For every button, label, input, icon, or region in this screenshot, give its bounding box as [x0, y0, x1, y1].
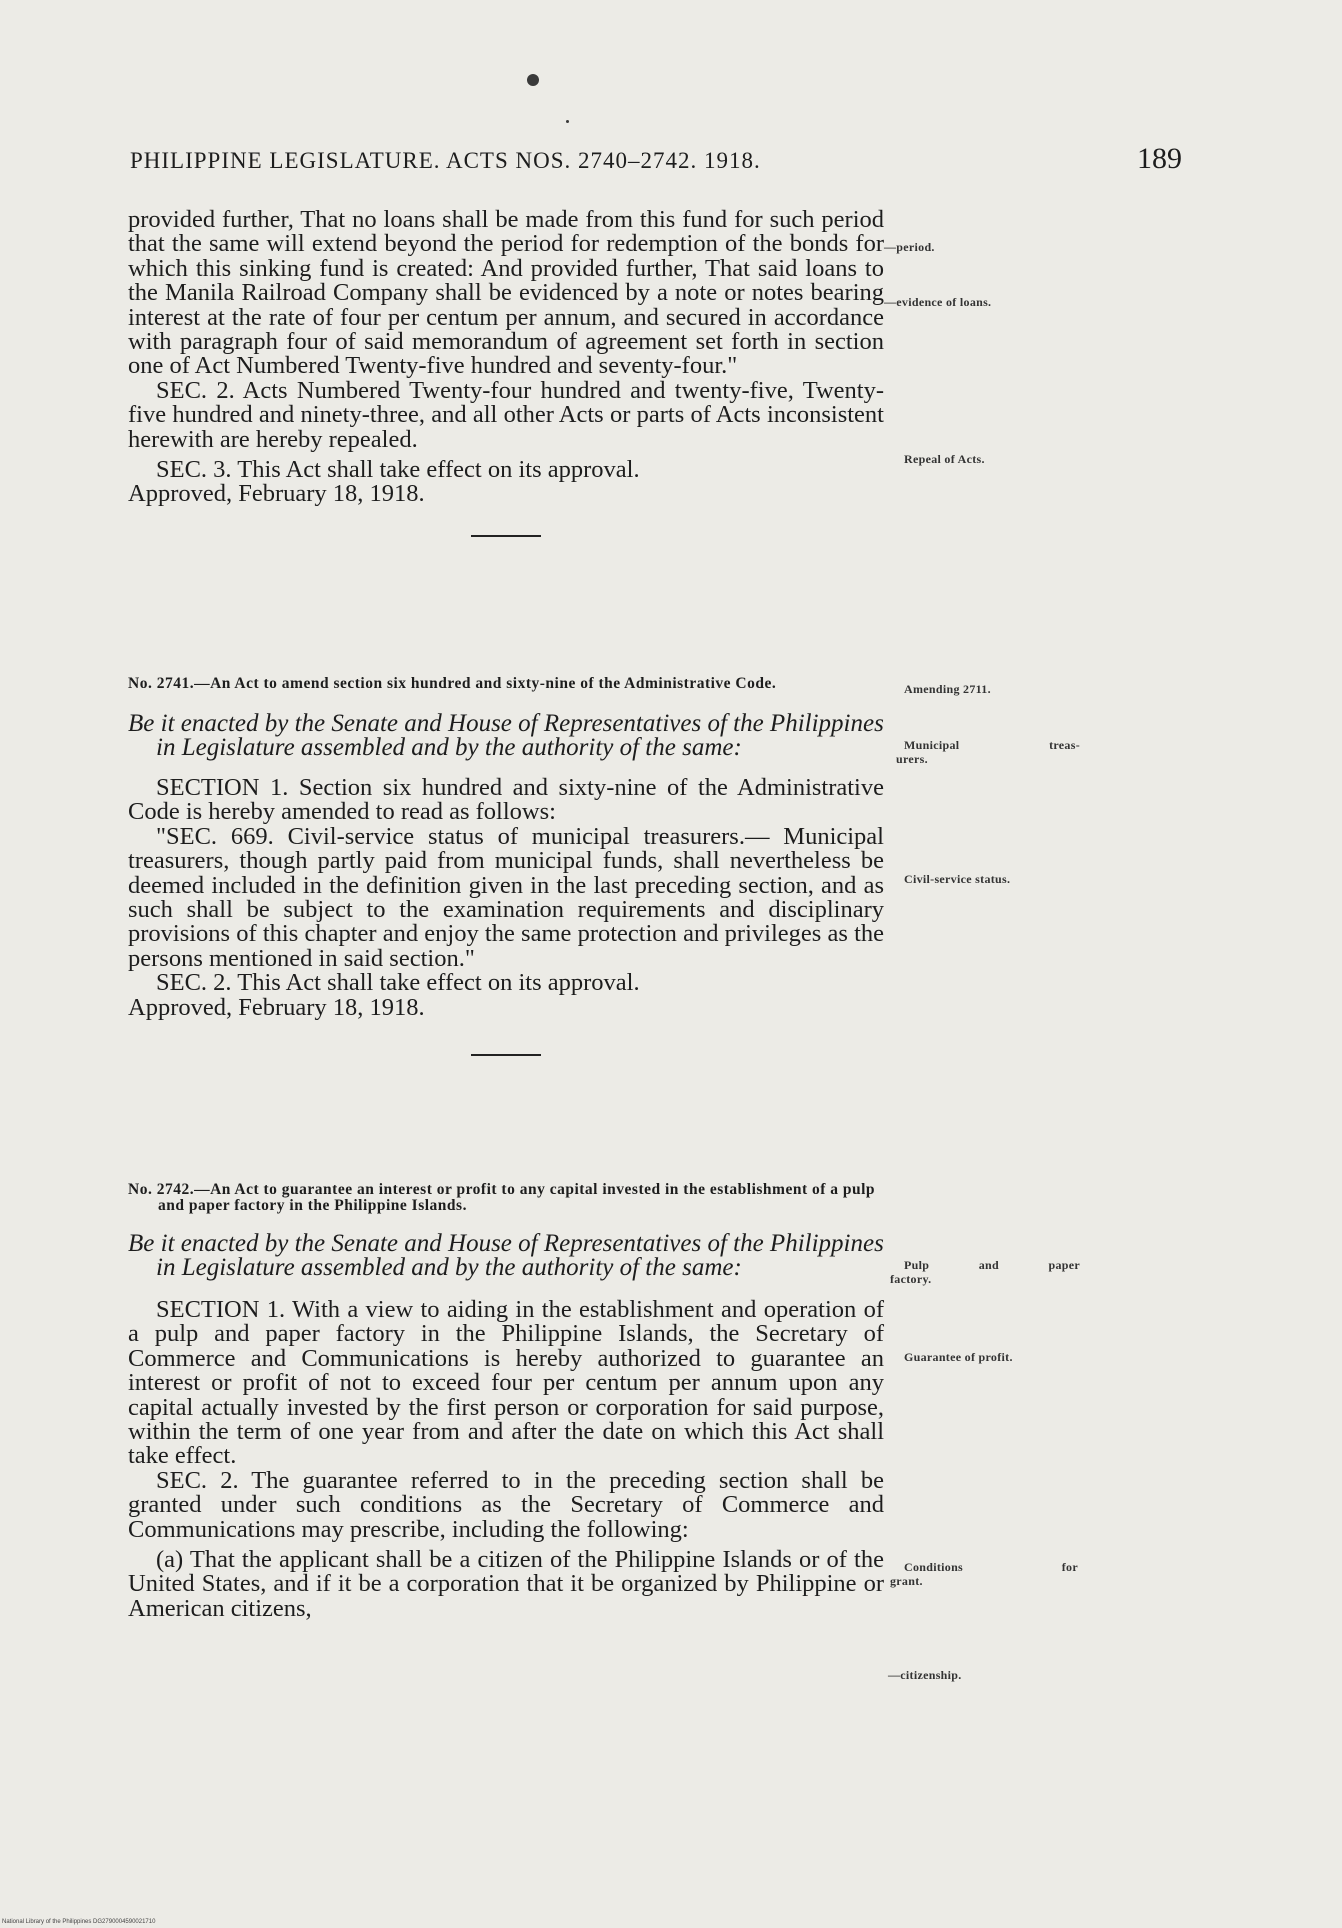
- act-2742-section-1: SECTION 1. With a view to aiding in the establishment and operation of a pulp and paper factory in the Philippine Islands, the Secretary of Commerce and Communications is hereby authorized to guarantee an interest or profit of not to exceed four per centum per annum upon any capital actually invested by the first person or corporation for said purpose, within the term of one year from and after the date on which this Act shall take effect.: [128, 1296, 884, 1470]
- margin-note-guarantee: Guarantee of profit.: [904, 1350, 1013, 1364]
- library-stamp: National Library of the Philippines DG2790004590021710: [2, 1919, 156, 1925]
- act-2741-title: No. 2741.—An Act to amend section six hundred and sixty-nine of the Administrative Code.: [128, 675, 777, 692]
- act-2742-title: No. 2742.—An Act to guarantee an interest or profit to any capital invested in the establishment of a pulp and paper factory in the Philippine Islands.: [128, 1181, 876, 1214]
- margin-note-civil-service: Civil-service status.: [904, 872, 1011, 886]
- running-head: PHILIPPINE LEGISLATURE. ACTS NOS. 2740–2742. 1918.: [130, 148, 761, 173]
- ink-speck: [566, 120, 569, 123]
- ink-smudge: [527, 74, 539, 86]
- margin-note-pulp-word: Pulp: [904, 1258, 930, 1272]
- paragraph-loans: provided further, That no loans shall be made from this fund for such period that the same will extend beyond the period for redemption of the bonds for which this sinking fund is created: And provided further, That said loans to the Manila Railroad Company shall be evidenced by a note or notes bearing interest at the rate of four per centum per annum, and secured in accordance with paragraph four of said memorandum of agreement set forth in section one of Act Numbered Twenty-five hundred and seventy-four.": [128, 206, 884, 380]
- margin-note-pulp-word: and: [978, 1258, 999, 1272]
- margin-note-conditions-word: for: [1061, 1560, 1078, 1574]
- margin-note-amending: Amending 2711.: [904, 682, 991, 696]
- margin-note-municipal-end: urers.: [896, 752, 928, 766]
- paragraph-sec2-repeal: SEC. 2. Acts Numbered Twenty-four hundred and twenty-five, Twenty-five hundred and ninety-three, and all other Acts or parts of Acts inconsistent herewith are hereby repealed.: [128, 376, 884, 453]
- act-2742: [128, 1182, 884, 1621]
- page-header: [130, 142, 1200, 182]
- page-number: 189: [1137, 142, 1182, 175]
- margin-note-municipal: [904, 738, 1080, 752]
- margin-note-pulp-end: factory.: [890, 1272, 932, 1286]
- act-2742-enacting-clause: Be it enacted by the Senate and House of Representatives of the Philippines in Legislature assembled and by the authority of the same:: [128, 1230, 884, 1281]
- act-2741: [128, 676, 884, 1056]
- margin-note-period: —period.: [884, 240, 935, 254]
- act-2741-section-669: "SEC. 669. Civil-service status of municipal treasurers.— Municipal treasurers, though partly paid from municipal funds, shall nevertheless be deemed included in the definition given in the last preceding section, and as such shall be subject to the examination requirements and disciplinary provisions of this chapter and enjoy the same protection and privileges as the persons mentioned in said section.": [128, 822, 884, 972]
- section-divider: [471, 535, 541, 537]
- margin-note-conditions-word: Conditions: [904, 1560, 964, 1574]
- margin-note-pulp-word: paper: [1048, 1258, 1080, 1272]
- act-2741-section-1: SECTION 1. Section six hundred and sixty-nine of the Administrative Code is hereby amended to read as follows:: [128, 774, 884, 826]
- act-2742-section-2a: (a) That the applicant shall be a citizen of the Philippine Islands or of the United States, and if it be a corporation that it be organized by Philippine or American citizens,: [128, 1546, 884, 1622]
- approved-line: Approved, February 18, 1918.: [128, 480, 425, 508]
- act-2742-section-2: SEC. 2. The guarantee referred to in the preceding section shall be granted under such conditions as the Secretary of Commerce and Communications may prescribe, including the following:: [128, 1466, 884, 1543]
- act-2741-section-2: SEC. 2. This Act shall take effect on its approval.: [156, 969, 640, 997]
- paragraph-sec3-effect: SEC. 3. This Act shall take effect on its approval.: [156, 456, 640, 484]
- margin-note-evidence: —evidence of loans.: [884, 295, 992, 309]
- act-2741-approved: Approved, February 18, 1918.: [128, 993, 425, 1021]
- margin-note-municipal-word: Municipal: [904, 738, 960, 752]
- margin-note-citizenship: —citizenship.: [888, 1668, 962, 1682]
- continued-act-text: [128, 208, 884, 537]
- margin-note-pulp: [904, 1258, 1080, 1272]
- section-divider: [471, 1054, 541, 1056]
- margin-note-conditions: [904, 1560, 1078, 1574]
- margin-note-conditions-end: grant.: [890, 1574, 923, 1588]
- margin-note-municipal-word: treas-: [1049, 738, 1080, 752]
- margin-note-repeal: Repeal of Acts.: [904, 452, 985, 466]
- act-2741-enacting-clause: Be it enacted by the Senate and House of Representatives of the Philippines in Legislature assembled and by the authority of the same:: [128, 710, 884, 761]
